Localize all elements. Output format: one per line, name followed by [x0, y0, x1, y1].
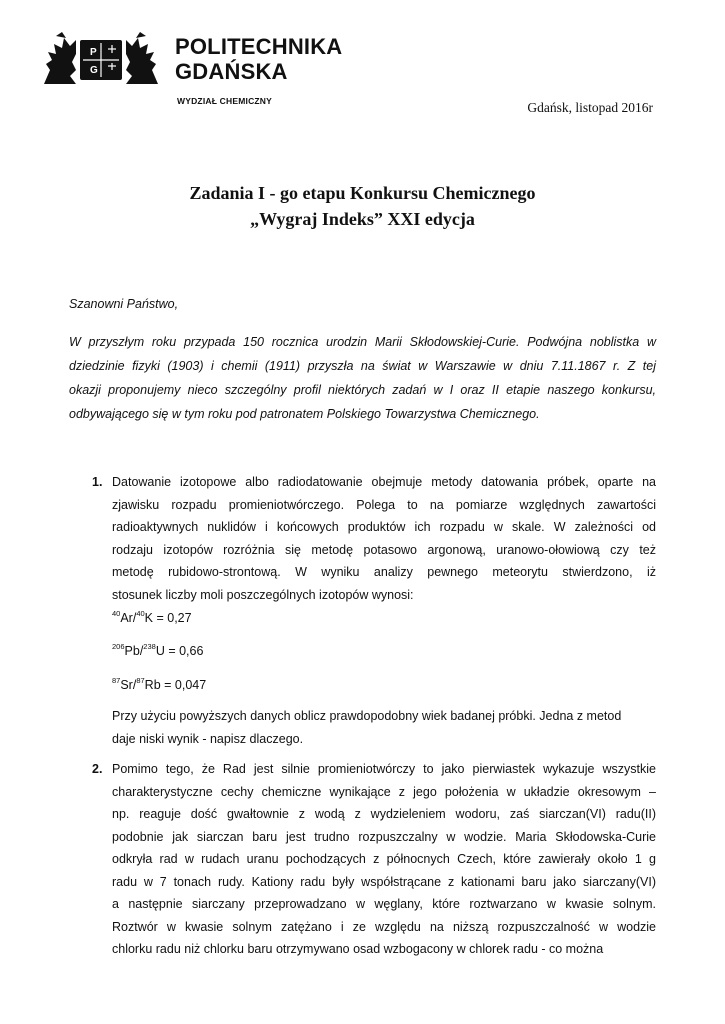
task-number: 1.	[92, 475, 103, 489]
intro-line: W przyszłym roku przypada 150 rocznica urodzin Marii Skłodowskiej-Curie. Podwójna noblistka w	[69, 335, 656, 349]
university-name	[175, 34, 342, 84]
logo-letter-g: G	[90, 65, 98, 76]
task-number: 2.	[92, 762, 103, 776]
task-line: chlorku radu niż chlorku baru otrzymywano osad wzbogacony w chlorek radu - co można	[112, 942, 604, 956]
university-name-line2: GDAŃSKA	[175, 59, 288, 84]
document-title	[0, 180, 725, 232]
task-line: stosunek liczby moli poszczególnych izotopów wynosi:	[112, 587, 414, 602]
task-1-question	[112, 705, 656, 750]
title-line-1: Zadania I - go etapu Konkursu Chemicznego	[189, 183, 536, 203]
title-line-2: „Wygraj Indeks” XXI edycja	[250, 209, 475, 229]
salutation: Szanowni Państwo,	[69, 297, 179, 311]
task-line: podobnie jak siarczan baru jest trudno rozpuszczalny w wodzie. Maria Skłodowska-Curie	[112, 829, 656, 844]
place-date: Gdańsk, listopad 2016r	[527, 100, 653, 115]
intro-paragraph	[69, 330, 656, 426]
task-line: np. reaguje dość gwałtownie z wodą z wydzieleniem wodoru, zaś siarczan(VI) radu(II)	[112, 807, 656, 821]
university-name-line1: POLITECHNIKA	[175, 34, 343, 59]
question-line: Przy użyciu powyższych danych oblicz prawdopodobny wiek badanej próbki. Jedna z metod	[112, 709, 622, 723]
task-1-text	[112, 471, 656, 606]
isotope-ratio-sr-rb: $^{87}$Sr/$^{87}$Rb = 0,047	[112, 676, 207, 692]
task-line: Roztwór w kwasie solnym zatężano i ze względu na niższą rozpuszczalność w wodzie	[112, 919, 656, 934]
task-line: zjawisku rozpadu promieniotwórczego. Polega to na pomiarze względnych zawartości	[112, 497, 656, 512]
intro-line: okazji proponujemy nieco szczególny profil niektórych zadań w I oraz II etapie naszego konkursu,	[69, 383, 656, 397]
task-2-text	[112, 758, 656, 961]
task-1	[92, 471, 656, 606]
task-line: metodę rubidowo-strontową. W wyniku analizy pewnego meteorytu stwierdzono, iż	[112, 565, 656, 579]
logo-letter-p: P	[90, 47, 97, 58]
task-line: odkryła rad w rudach uranu pochodzących z północnych Czech, które zawierały około 1 g	[112, 852, 656, 866]
university-logo	[42, 30, 160, 88]
intro-line: odbywającego się w tym roku pod patronatem Polskiego Towarzystwa Chemicznego.	[69, 407, 540, 421]
isotope-ratio-ar-k: $^{40}$Ar/$^{40}$K = 0,27	[112, 609, 192, 625]
faculty-name: WYDZIAŁ CHEMICZNY	[177, 96, 273, 106]
task-line: rodzaju izotopów rozróżnia się metodę potasowo argonową, uranowo-ołowiową czy też	[112, 542, 656, 557]
task-line: radioaktywnych nuklidów i końcowych produktów ich rozpadu w skale. W zależności od	[112, 520, 656, 534]
intro-line: dziedzinie fizyki (1903) i chemii (1911) przyszła na świat w Warszawie w dniu 7.11.1867 r. Z tej	[69, 359, 656, 373]
isotope-ratio-pb-u: $^{206}$Pb/$^{238}$U = 0,66	[112, 642, 204, 658]
task-line: charakterystyczne cechy chemiczne wynikające z jego położenia w układzie okresowym –	[112, 784, 656, 799]
question-line: daje niski wynik - napisz dlaczego.	[112, 731, 304, 746]
task-2	[92, 758, 656, 961]
task-line: radu w 7 tonach rudy. Kationy radu były współstrącane z kationami baru jako siarczany(VI)	[112, 874, 656, 889]
task-line: Datowanie izotopowe albo radiodatowanie obejmuje metody datowania próbek, oparte na	[112, 475, 656, 489]
task-line: Pomimo tego, że Rad jest silnie promieniotwórczy to jako pierwiastek wykazuje wszystkie	[112, 762, 656, 776]
task-line: a następnie siarczany przeprowadzano w węglany, które roztwarzano w kwasie solnym.	[112, 897, 656, 911]
